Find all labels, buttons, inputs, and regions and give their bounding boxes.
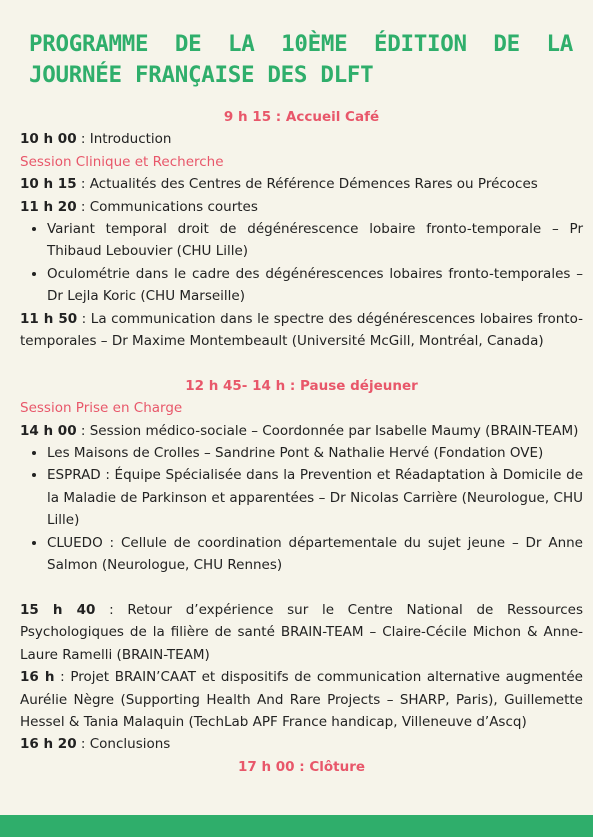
list-item: • Variant temporal droit de dégénérescence lobaire fronto-temporale – Pr Thibaud Lebouvier (CHU Lille) — [47, 218, 583, 263]
agenda-text: : Communications courtes — [76, 198, 258, 215]
session-heading-prise-en-charge: Session Prise en Charge — [20, 400, 183, 417]
programme-content — [20, 106, 583, 778]
time-label: 16 h 20 — [20, 736, 77, 753]
agenda-item-brain-caat — [20, 666, 583, 733]
agenda-item-communication-spectre — [20, 308, 583, 353]
medico-sociale-list — [20, 442, 583, 576]
cloture-heading: 17 h 00 : Clôture — [237, 758, 366, 775]
time-label: 16 h — [20, 669, 55, 686]
time-label: 14 h 00 — [20, 422, 77, 439]
agenda-text: : Projet BRAIN’CAAT et dispositifs de communication alternative augmentée Aurélie Nègre (Supporting Health And Rare Projects – SHARP, Paris), Guillemette Hessel & Tania Malaquin (TechLab APF France handicap, Villeneuve d’Ascq) — [20, 669, 583, 730]
list-item: • Oculométrie dans le cadre des dégénérescences lobaires fronto-temporales – Dr Lejla Koric (CHU Marseille) — [47, 263, 583, 308]
footer-bar — [0, 815, 593, 837]
time-label: 11 h 20 — [20, 198, 77, 215]
page-title: PROGRAMME DE LA 10ÈME ÉDITION DE LA JOURNÉE FRANÇAISE DES DLFT — [29, 31, 573, 88]
agenda-text: : Retour d’expérience sur le Centre National de Ressources Psychologiques de la filière de santé BRAIN-TEAM – Claire-Cécile Michon & Anne-Laure Ramelli (BRAIN-TEAM) — [20, 601, 583, 663]
list-item: • Les Maisons de Crolles – Sandrine Pont & Nathalie Hervé (Fondation OVE) — [47, 442, 583, 464]
agenda-text: : La communication dans le spectre des dégénérescences lobaires fronto-temporales – Dr Maxime Montembeault (Université McGill, Montréal, Canada) — [20, 310, 583, 350]
time-label: 15 h 40 — [20, 601, 96, 618]
agenda-text: : Introduction — [76, 131, 172, 148]
list-item: • ESPRAD : Équipe Spécialisée dans la Prevention et Réadaptation à Domicile de la Maladie de Parkinson et apparentées – Dr Nicolas Carrière (Neurologue, CHU Lille) — [47, 464, 583, 531]
time-label: 10 h 00 — [20, 131, 77, 148]
agenda-item-medico-sociale — [20, 420, 583, 442]
agenda-text: : Conclusions — [76, 736, 171, 753]
agenda-item-conclusions — [20, 733, 583, 755]
time-label: 11 h 50 — [20, 310, 78, 327]
agenda-item-communications — [20, 196, 583, 218]
accueil-heading: 9 h 15 : Accueil Café — [223, 109, 380, 125]
list-item: • CLUEDO : Cellule de coordination départementale du sujet jeune – Dr Anne Salmon (Neurologue, CHU Rennes) — [47, 532, 583, 577]
agenda-item-introduction — [20, 128, 583, 150]
agenda-item-actualites — [20, 173, 583, 195]
session-heading-clinique: Session Clinique et Recherche — [20, 153, 224, 170]
agenda-item-retour-experience — [20, 599, 583, 666]
communications-list — [20, 218, 583, 308]
agenda-text: : Actualités des Centres de Référence Démences Rares ou Précoces — [76, 176, 538, 193]
agenda-text: : Session médico-sociale – Coordonnée par Isabelle Maumy (BRAIN-TEAM) — [76, 422, 579, 439]
lunch-heading: 12 h 45- 14 h : Pause déjeuner — [185, 377, 418, 394]
time-label: 10 h 15 — [20, 176, 77, 193]
